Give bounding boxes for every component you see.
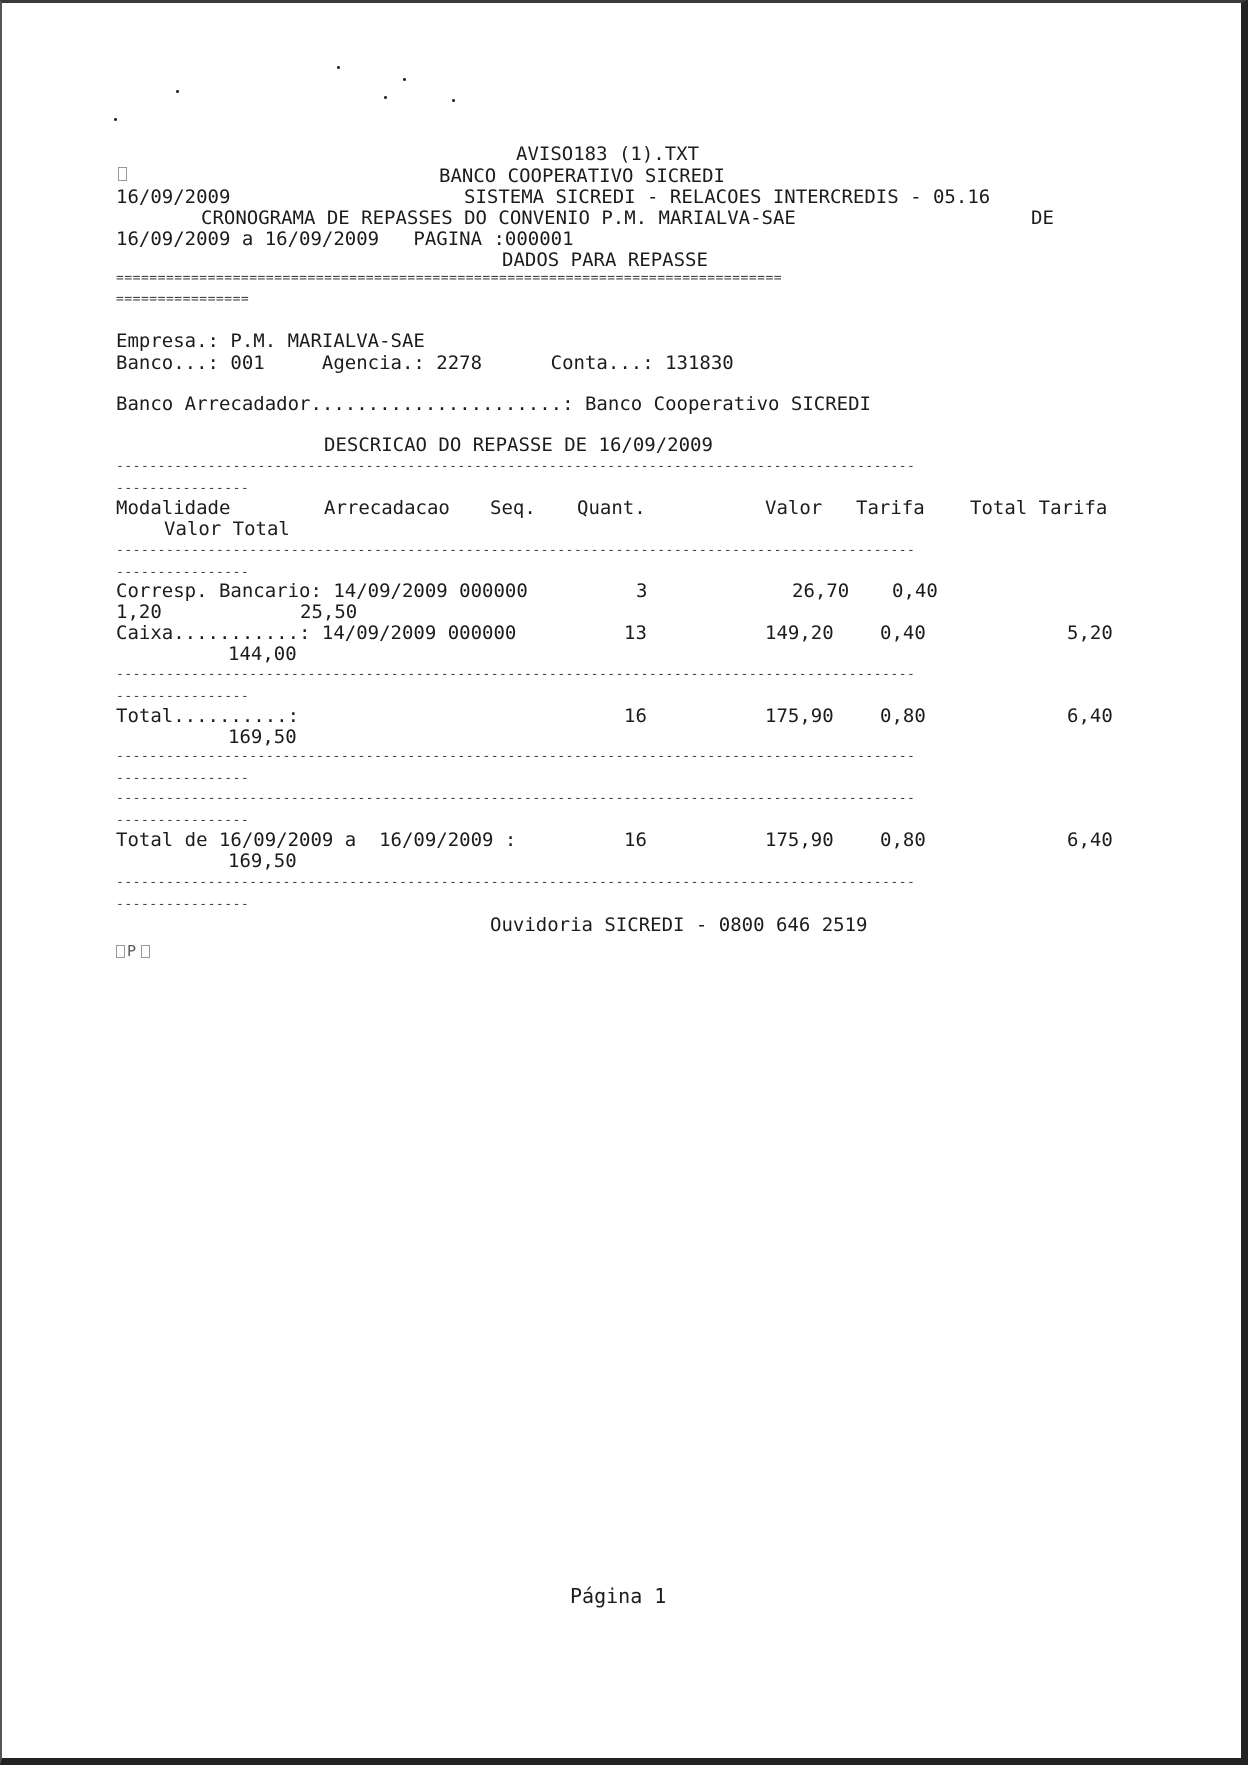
double-rule-short: ================ (116, 293, 250, 307)
dash-rule-short: ---------------- (116, 566, 250, 580)
period-line: 16/09/2009 a 16/09/2009 PAGINA :000001 (116, 228, 574, 250)
period-total-quant: 16 (624, 829, 647, 851)
dash-rule-short: ---------------- (116, 772, 250, 786)
row-total-tarifa: 5,20 (1067, 622, 1113, 644)
row-valor-total: 144,00 (228, 643, 297, 665)
ouvidoria-line: Ouvidoria SICREDI - 0800 646 2519 (490, 914, 868, 936)
header-total-tarifa: Total Tarifa (970, 497, 1108, 519)
dash-rule-short: ---------------- (116, 814, 250, 828)
header-arrecadacao: Arrecadacao (324, 497, 450, 519)
period-total-valor-total: 169,50 (228, 850, 297, 872)
dash-rule: ------------------------------------------------------------------------------------------------ (116, 460, 916, 474)
dash-rule-short: ---------------- (116, 482, 250, 496)
scan-speck (176, 90, 179, 93)
schedule-line: CRONOGRAMA DE REPASSES DO CONVENIO P.M. MARIALVA-SAE (201, 207, 796, 229)
scan-speck (114, 118, 117, 121)
row-tarifa: 0,40 (892, 580, 938, 602)
total-tarifa: 0,80 (880, 705, 926, 727)
period-total-valor: 175,90 (765, 829, 834, 851)
row-quant: 3 (636, 580, 648, 602)
schedule-de: DE (1031, 207, 1054, 229)
row-valor-total: 25,50 (300, 601, 358, 623)
bank-name: BANCO COOPERATIVO SICREDI (439, 165, 725, 187)
description-title: DESCRICAO DO REPASSE DE 16/09/2009 (324, 434, 713, 456)
header-seq: Seq. (490, 497, 536, 519)
total-valor: 175,90 (765, 705, 834, 727)
dash-rule: ------------------------------------------------------------------------------------------------ (116, 544, 916, 558)
period-total-label: Total de 16/09/2009 a 16/09/2009 : (116, 829, 517, 851)
scan-speck (384, 96, 387, 99)
header-tarifa: Tarifa (856, 497, 925, 519)
dash-rule: ------------------------------------------------------------------------------------------------ (116, 876, 916, 890)
dash-rule: ------------------------------------------------------------------------------------------------ (116, 668, 916, 682)
row-valor: 149,20 (765, 622, 834, 644)
double-rule: ================================================================================ (116, 272, 783, 286)
dash-rule-short: ---------------- (116, 690, 250, 704)
control-code-text: P (127, 942, 137, 960)
header-modalidade: Modalidade (116, 497, 231, 519)
file-name: AVISO183 (1).TXT (516, 143, 700, 165)
control-char-icon (118, 167, 127, 181)
page-number: Página 1 (570, 1584, 667, 1608)
header-valor-total: Valor Total (164, 518, 290, 540)
row-modalidade: Corresp. Bancario: 14/09/2009 000000 (116, 580, 528, 602)
scan-speck (337, 66, 340, 69)
row-valor: 26,70 (792, 580, 850, 602)
total-total-tarifa: 6,40 (1067, 705, 1113, 727)
control-char-icon (116, 945, 125, 958)
period-total-tarifa: 0,80 (880, 829, 926, 851)
period-total-total-tarifa: 6,40 (1067, 829, 1113, 851)
total-valor-total: 169,50 (228, 726, 297, 748)
dash-rule: ------------------------------------------------------------------------------------------------ (116, 750, 916, 764)
scan-speck (452, 99, 455, 102)
total-quant: 16 (624, 705, 647, 727)
banco-agencia-conta: Banco...: 001 Agencia.: 2278 Conta...: 131830 (116, 352, 734, 374)
row-modalidade: Caixa...........: 14/09/2009 000000 (116, 622, 517, 644)
row-quant: 13 (624, 622, 647, 644)
scan-speck (403, 78, 406, 81)
header-quant: Quant. (577, 497, 646, 519)
system-line: SISTEMA SICREDI - RELACOES INTERCREDIS - 05.16 (464, 186, 991, 208)
dash-rule: ------------------------------------------------------------------------------------------------ (116, 792, 916, 806)
header-valor: Valor (765, 497, 823, 519)
report-date: 16/09/2009 (116, 186, 231, 208)
total-label: Total..........: (116, 705, 300, 727)
control-char-icon (141, 945, 150, 958)
section-title: DADOS PARA REPASSE (502, 249, 708, 271)
empresa-line: Empresa.: P.M. MARIALVA-SAE (116, 330, 425, 352)
dash-rule-short: ---------------- (116, 898, 250, 912)
row-total-tarifa: 1,20 (116, 601, 162, 623)
row-tarifa: 0,40 (880, 622, 926, 644)
banco-arrecadador: Banco Arrecadador......................: Banco Cooperativo SICREDI (116, 393, 871, 415)
